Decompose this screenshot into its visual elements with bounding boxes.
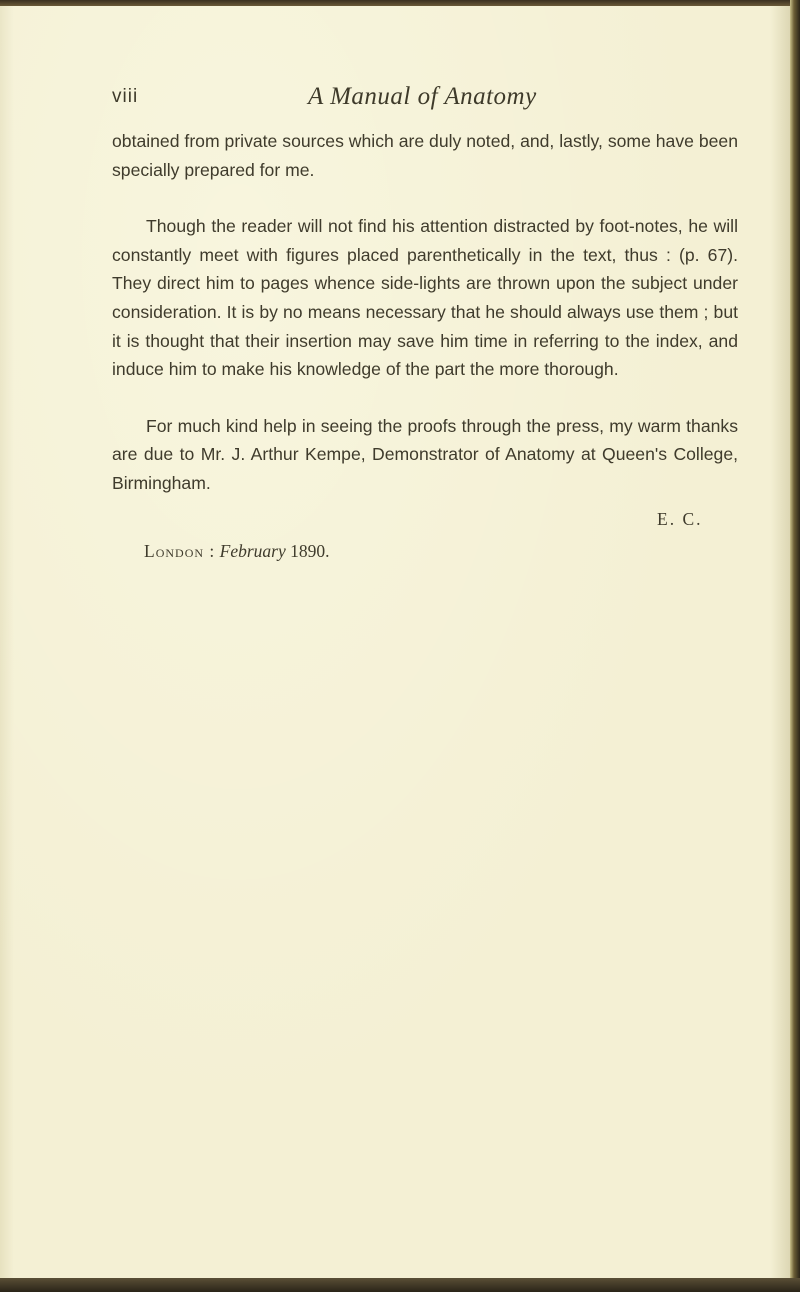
paragraph-continuation: obtained from private sources which are duly noted, and, lastly, some have been specially prepared for me.: [112, 131, 738, 180]
page-right-edge: [790, 0, 800, 1292]
dateline: [144, 541, 330, 562]
page-number: viii: [112, 86, 139, 107]
dateline-month: February: [219, 541, 286, 561]
dateline-year: 1890.: [290, 541, 330, 561]
running-title: A Manual of Anatomy: [308, 83, 537, 110]
body-text: [112, 127, 738, 498]
page-header: [112, 83, 712, 116]
book-page: [0, 4, 792, 1284]
paragraph-acknowledgement: For much kind help in seeing the proofs through the press, my warm thanks are due to Mr. J. Arthur Kempe, Demonstrator of Anatomy at Queen's College, Birmingham.: [112, 415, 738, 493]
dateline-place: London :: [144, 541, 216, 561]
paragraph-footnotes: Though the reader will not find his attention distracted by foot-notes, he will constantly meet with figures placed parenthetically in the text, thus : (p. 67). They direct him to pages whence side-lights are thrown upon the subject under consideration. It is by no means necessary that he should always use them ; but it is thought that their insertion may save him time in referring to the index, and induce him to make his knowledge of the part the more thorough.: [112, 216, 738, 380]
page-top-edge: [0, 0, 800, 6]
page-bottom-edge: [0, 1278, 800, 1292]
author-initials: E. C.: [657, 509, 703, 529]
